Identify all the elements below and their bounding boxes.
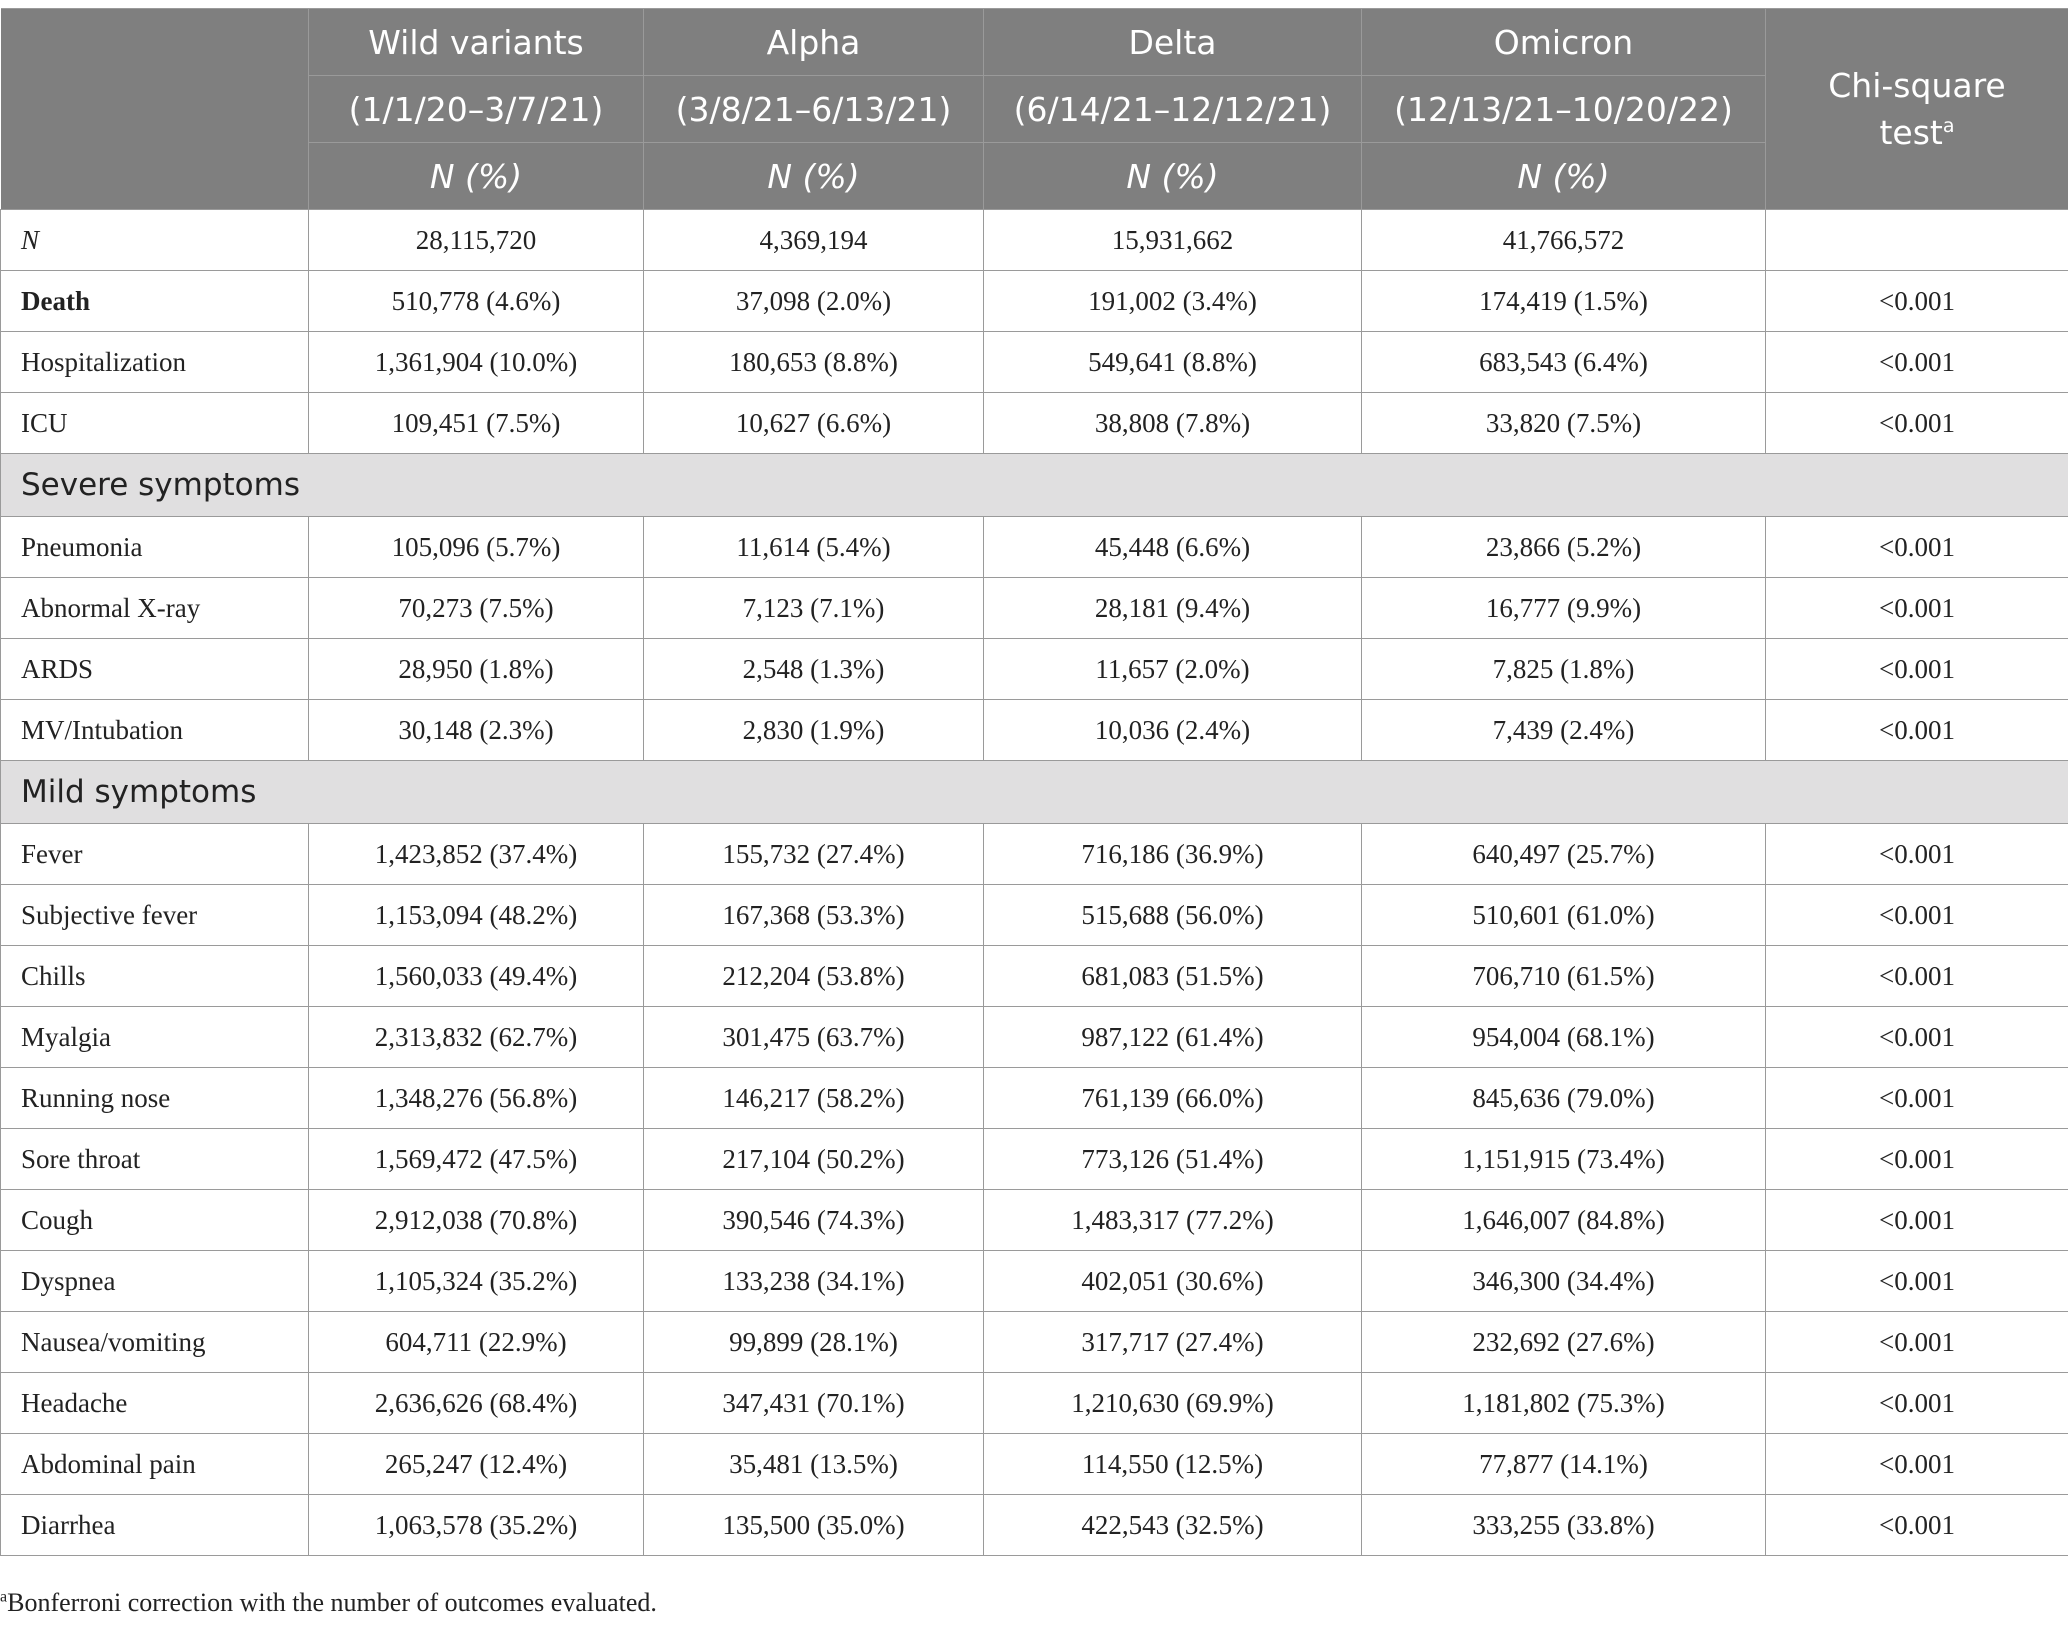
cell-alpha: 180,653 (8.8%): [644, 332, 984, 393]
row-label: ARDS: [1, 639, 309, 700]
cell-p-value: <0.001: [1766, 824, 2068, 885]
row-label: Fever: [1, 824, 309, 885]
cell-alpha: 212,204 (53.8%): [644, 946, 984, 1007]
cell-delta: 191,002 (3.4%): [984, 271, 1362, 332]
row-label: Cough: [1, 1190, 309, 1251]
table-row: [1, 946, 2068, 1007]
period-wild: (1/1/20–3/7/21): [309, 76, 644, 143]
cell-p-value: [1766, 210, 2068, 271]
table-row: [1, 578, 2068, 639]
table-row: [1, 1373, 2068, 1434]
cell-wild: 1,348,276 (56.8%): [309, 1068, 644, 1129]
col-header-omicron: Omicron: [1362, 9, 1766, 76]
cell-delta: 38,808 (7.8%): [984, 393, 1362, 454]
section-title-mild: Mild symptoms: [1, 761, 2068, 824]
cell-delta: 45,448 (6.6%): [984, 517, 1362, 578]
table-row: [1, 332, 2068, 393]
cell-p-value: <0.001: [1766, 1373, 2068, 1434]
cell-omicron: 33,820 (7.5%): [1362, 393, 1766, 454]
cell-omicron: 1,151,915 (73.4%): [1362, 1129, 1766, 1190]
cell-alpha: 347,431 (70.1%): [644, 1373, 984, 1434]
table-container: [0, 8, 2068, 1556]
footnote: [0, 1588, 657, 1618]
row-label: ICU: [1, 393, 309, 454]
cell-alpha: 11,614 (5.4%): [644, 517, 984, 578]
row-label: N: [1, 210, 309, 271]
table-row: [1, 700, 2068, 761]
cell-omicron: 7,439 (2.4%): [1362, 700, 1766, 761]
cell-p-value: <0.001: [1766, 393, 2068, 454]
cell-wild: 70,273 (7.5%): [309, 578, 644, 639]
cell-wild: 30,148 (2.3%): [309, 700, 644, 761]
cell-p-value: <0.001: [1766, 1190, 2068, 1251]
cell-delta: 402,051 (30.6%): [984, 1251, 1362, 1312]
cell-wild: 1,560,033 (49.4%): [309, 946, 644, 1007]
row-label: Dyspnea: [1, 1251, 309, 1312]
cell-p-value: <0.001: [1766, 271, 2068, 332]
cell-p-value: <0.001: [1766, 700, 2068, 761]
cell-omicron: 333,255 (33.8%): [1362, 1495, 1766, 1556]
cell-wild: 510,778 (4.6%): [309, 271, 644, 332]
section-row-mild: [1, 761, 2068, 824]
cell-delta: 515,688 (56.0%): [984, 885, 1362, 946]
table-row: [1, 210, 2068, 271]
col-header-alpha: Alpha: [644, 9, 984, 76]
header-row-periods: [1, 76, 2068, 143]
cell-p-value: <0.001: [1766, 885, 2068, 946]
cell-alpha: 217,104 (50.2%): [644, 1129, 984, 1190]
chi-title-line2: test: [1879, 112, 1943, 152]
cell-omicron: 683,543 (6.4%): [1362, 332, 1766, 393]
cell-wild: 2,313,832 (62.7%): [309, 1007, 644, 1068]
cell-p-value: <0.001: [1766, 1312, 2068, 1373]
cell-p-value: <0.001: [1766, 578, 2068, 639]
row-label: MV/Intubation: [1, 700, 309, 761]
header-row-names: [1, 9, 2068, 76]
table-row: [1, 393, 2068, 454]
cell-omicron: 77,877 (14.1%): [1362, 1434, 1766, 1495]
row-label: Chills: [1, 946, 309, 1007]
period-omicron: (12/13/21–10/20/22): [1362, 76, 1766, 143]
period-alpha: (3/8/21–6/13/21): [644, 76, 984, 143]
row-label: Pneumonia: [1, 517, 309, 578]
cell-omicron: 510,601 (61.0%): [1362, 885, 1766, 946]
cell-omicron: 41,766,572: [1362, 210, 1766, 271]
cell-omicron: 7,825 (1.8%): [1362, 639, 1766, 700]
table-row: [1, 1068, 2068, 1129]
cell-omicron: 706,710 (61.5%): [1362, 946, 1766, 1007]
row-label: Subjective fever: [1, 885, 309, 946]
header-row-units: [1, 143, 2068, 210]
cell-omicron: 23,866 (5.2%): [1362, 517, 1766, 578]
cell-delta: 11,657 (2.0%): [984, 639, 1362, 700]
cell-p-value: <0.001: [1766, 1068, 2068, 1129]
cell-delta: 317,717 (27.4%): [984, 1312, 1362, 1373]
cell-alpha: 4,369,194: [644, 210, 984, 271]
cell-wild: 265,247 (12.4%): [309, 1434, 644, 1495]
row-label: Myalgia: [1, 1007, 309, 1068]
row-label: Running nose: [1, 1068, 309, 1129]
cell-delta: 761,139 (66.0%): [984, 1068, 1362, 1129]
row-label: Sore throat: [1, 1129, 309, 1190]
cell-p-value: <0.001: [1766, 1251, 2068, 1312]
cell-delta: 15,931,662: [984, 210, 1362, 271]
cell-wild: 2,912,038 (70.8%): [309, 1190, 644, 1251]
row-label: Death: [1, 271, 309, 332]
table-row: [1, 1495, 2068, 1556]
cell-omicron: 1,646,007 (84.8%): [1362, 1190, 1766, 1251]
table-row: [1, 1251, 2068, 1312]
header-blank-cell: [1, 9, 309, 210]
row-label: Hospitalization: [1, 332, 309, 393]
cell-delta: 114,550 (12.5%): [984, 1434, 1362, 1495]
outcomes-table: [0, 8, 2068, 1556]
col-header-chi-square: [1766, 9, 2068, 210]
cell-alpha: 99,899 (28.1%): [644, 1312, 984, 1373]
cell-delta: 1,210,630 (69.9%): [984, 1373, 1362, 1434]
cell-omicron: 232,692 (27.6%): [1362, 1312, 1766, 1373]
cell-p-value: <0.001: [1766, 332, 2068, 393]
cell-omicron: 174,419 (1.5%): [1362, 271, 1766, 332]
cell-p-value: <0.001: [1766, 1129, 2068, 1190]
cell-alpha: 146,217 (58.2%): [644, 1068, 984, 1129]
row-label: Nausea/vomiting: [1, 1312, 309, 1373]
cell-p-value: <0.001: [1766, 1495, 2068, 1556]
cell-delta: 422,543 (32.5%): [984, 1495, 1362, 1556]
table-row: [1, 1434, 2068, 1495]
row-label: Diarrhea: [1, 1495, 309, 1556]
row-label: Abdominal pain: [1, 1434, 309, 1495]
cell-delta: 1,483,317 (77.2%): [984, 1190, 1362, 1251]
footnote-marker: a: [0, 1588, 8, 1606]
chi-title-line1: Chi-square: [1828, 65, 2006, 105]
cell-alpha: 167,368 (53.3%): [644, 885, 984, 946]
table-row: [1, 1129, 2068, 1190]
cell-omicron: 954,004 (68.1%): [1362, 1007, 1766, 1068]
unit-wild: N (%): [309, 143, 644, 210]
period-delta: (6/14/21–12/12/21): [984, 76, 1362, 143]
cell-wild: 1,569,472 (47.5%): [309, 1129, 644, 1190]
cell-alpha: 135,500 (35.0%): [644, 1495, 984, 1556]
cell-delta: 549,641 (8.8%): [984, 332, 1362, 393]
chi-footnote-marker: a: [1942, 114, 1955, 137]
cell-wild: 109,451 (7.5%): [309, 393, 644, 454]
cell-delta: 28,181 (9.4%): [984, 578, 1362, 639]
table-row: [1, 824, 2068, 885]
cell-wild: 1,063,578 (35.2%): [309, 1495, 644, 1556]
table-row: [1, 1190, 2068, 1251]
cell-delta: 987,122 (61.4%): [984, 1007, 1362, 1068]
unit-delta: N (%): [984, 143, 1362, 210]
cell-wild: 28,950 (1.8%): [309, 639, 644, 700]
col-header-wild: Wild variants: [309, 9, 644, 76]
cell-omicron: 346,300 (34.4%): [1362, 1251, 1766, 1312]
cell-wild: 1,153,094 (48.2%): [309, 885, 644, 946]
cell-wild: 1,361,904 (10.0%): [309, 332, 644, 393]
cell-wild: 604,711 (22.9%): [309, 1312, 644, 1373]
cell-alpha: 2,830 (1.9%): [644, 700, 984, 761]
unit-omicron: N (%): [1362, 143, 1766, 210]
row-label: Abnormal X-ray: [1, 578, 309, 639]
cell-delta: 10,036 (2.4%): [984, 700, 1362, 761]
cell-alpha: 133,238 (34.1%): [644, 1251, 984, 1312]
cell-delta: 773,126 (51.4%): [984, 1129, 1362, 1190]
cell-alpha: 301,475 (63.7%): [644, 1007, 984, 1068]
cell-p-value: <0.001: [1766, 1007, 2068, 1068]
cell-alpha: 390,546 (74.3%): [644, 1190, 984, 1251]
cell-omicron: 640,497 (25.7%): [1362, 824, 1766, 885]
section-title-severe: Severe symptoms: [1, 454, 2068, 517]
cell-wild: 28,115,720: [309, 210, 644, 271]
cell-p-value: <0.001: [1766, 1434, 2068, 1495]
table-row: [1, 1312, 2068, 1373]
cell-wild: 1,105,324 (35.2%): [309, 1251, 644, 1312]
cell-p-value: <0.001: [1766, 946, 2068, 1007]
cell-p-value: <0.001: [1766, 517, 2068, 578]
cell-omicron: 16,777 (9.9%): [1362, 578, 1766, 639]
table-row: [1, 271, 2068, 332]
cell-delta: 681,083 (51.5%): [984, 946, 1362, 1007]
cell-delta: 716,186 (36.9%): [984, 824, 1362, 885]
cell-alpha: 35,481 (13.5%): [644, 1434, 984, 1495]
col-header-delta: Delta: [984, 9, 1362, 76]
cell-p-value: <0.001: [1766, 639, 2068, 700]
cell-wild: 105,096 (5.7%): [309, 517, 644, 578]
cell-alpha: 2,548 (1.3%): [644, 639, 984, 700]
section-row-severe: [1, 454, 2068, 517]
cell-wild: 2,636,626 (68.4%): [309, 1373, 644, 1434]
cell-wild: 1,423,852 (37.4%): [309, 824, 644, 885]
cell-alpha: 37,098 (2.0%): [644, 271, 984, 332]
table-row: [1, 517, 2068, 578]
table-row: [1, 639, 2068, 700]
cell-omicron: 1,181,802 (75.3%): [1362, 1373, 1766, 1434]
cell-alpha: 155,732 (27.4%): [644, 824, 984, 885]
unit-alpha: N (%): [644, 143, 984, 210]
table-row: [1, 885, 2068, 946]
cell-omicron: 845,636 (79.0%): [1362, 1068, 1766, 1129]
cell-alpha: 10,627 (6.6%): [644, 393, 984, 454]
row-label: Headache: [1, 1373, 309, 1434]
cell-alpha: 7,123 (7.1%): [644, 578, 984, 639]
table-row: [1, 1007, 2068, 1068]
footnote-text: Bonferroni correction with the number of outcomes evaluated.: [7, 1588, 657, 1617]
